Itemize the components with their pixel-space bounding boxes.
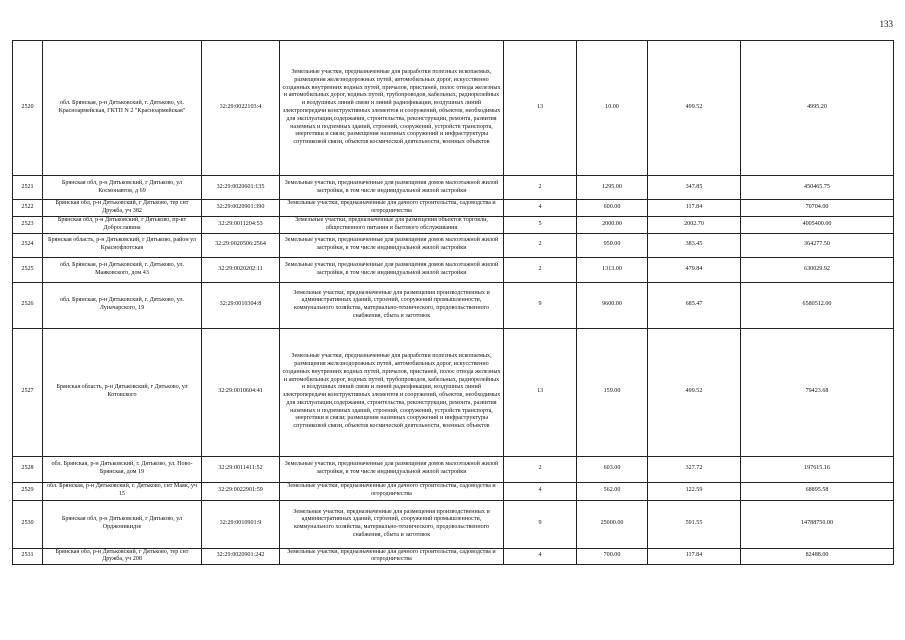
specific-value-cell: 591.55 <box>648 500 741 548</box>
table-row <box>13 548 894 565</box>
cadastral-value-cell: 364277.50 <box>741 233 894 257</box>
use-group-cell: 13 <box>504 328 577 456</box>
table-row <box>13 176 894 200</box>
address-cell: обл. Брянская, р-н Дятьковский, г. Дятьково, ул. Красноармейская, ГКТП N 2 "Красноармейская" <box>43 41 202 176</box>
cadastral-number-cell: 32:29:0020506:2564 <box>202 233 280 257</box>
permitted-use-cell: Земельные участки, предназначенные для размещения производственных и административных зданий, строений, сооружений промышленности, коммунального хозяйства, материально-технического, продовольственного снабжения, сбыта и заготовок <box>280 282 504 328</box>
cadastral-number-cell: 32:29:0010604:41 <box>202 328 280 456</box>
area-cell: 950.00 <box>577 233 648 257</box>
row-number: 2531 <box>13 548 43 565</box>
address-cell: Брянская обл, р-н Дятьковский, г Дятьково, пр-кт Доброславина <box>43 217 202 234</box>
use-group-cell: 4 <box>504 482 577 500</box>
table-row <box>13 41 894 176</box>
address-cell: обл. Брянская, р-н Дятьковский, г. Дятьково, ул. Ново-Брянская, дом 19 <box>43 456 202 482</box>
address-cell: обл. Брянская, р-н Дятьковский, г. Дятьково, ул. Маяковского, дом 43 <box>43 257 202 282</box>
specific-value-cell: 383.45 <box>648 233 741 257</box>
permitted-use-cell: Земельные участки, предназначенные для дачного строительства, садоводства и огородничества <box>280 200 504 217</box>
cadastral-number-cell: 32:29:0020901:242 <box>202 548 280 565</box>
use-group-cell: 2 <box>504 233 577 257</box>
table-row <box>13 500 894 548</box>
register-table <box>12 40 894 565</box>
use-group-cell: 4 <box>504 548 577 565</box>
row-number: 2530 <box>13 500 43 548</box>
table-row <box>13 482 894 500</box>
cadastral-number-cell: 32:29:0020601:135 <box>202 176 280 200</box>
cadastral-value-cell: 4005400.00 <box>741 217 894 234</box>
area-cell: 600.00 <box>577 200 648 217</box>
area-cell: 25000.00 <box>577 500 648 548</box>
row-number: 2525 <box>13 257 43 282</box>
table-row <box>13 233 894 257</box>
address-cell: Брянская обл, р-н Дятьковский, г Дятьково, тер снт Дружба, уч 382 <box>43 200 202 217</box>
area-cell: 1313.00 <box>577 257 648 282</box>
cadastral-value-cell: 82488.00 <box>741 548 894 565</box>
address-cell: Брянская обл, р-н Дятьковский, г Дятьково, ул Космонавтов, д 69 <box>43 176 202 200</box>
use-group-cell: 13 <box>504 41 577 176</box>
row-number: 2520 <box>13 41 43 176</box>
table-row <box>13 456 894 482</box>
table-row <box>13 217 894 234</box>
area-cell: 1295.00 <box>577 176 648 200</box>
permitted-use-cell: Земельные участки, предназначенные для размещения объектов торговли, общественного питания и бытового обслуживания <box>280 217 504 234</box>
specific-value-cell: 499.52 <box>648 41 741 176</box>
use-group-cell: 2 <box>504 257 577 282</box>
address-cell: Брянская обл, р-н Дятьковский, г Дятьково, ул Орджоникидзе <box>43 500 202 548</box>
row-number: 2522 <box>13 200 43 217</box>
row-number: 2527 <box>13 328 43 456</box>
cadastral-number-cell: 32:29:0010901:9 <box>202 500 280 548</box>
cadastral-value-cell: 70704.00 <box>741 200 894 217</box>
row-number: 2528 <box>13 456 43 482</box>
use-group-cell: 2 <box>504 456 577 482</box>
permitted-use-cell: Земельные участки, предназначенные для размещения домов малоэтажной жилой застройки, в том числе индивидуальной жилой застройки <box>280 456 504 482</box>
permitted-use-cell: Земельные участки, предназначенные для дачного строительства, садоводства и огородничества <box>280 482 504 500</box>
use-group-cell: 2 <box>504 176 577 200</box>
row-number: 2529 <box>13 482 43 500</box>
specific-value-cell: 2002.70 <box>648 217 741 234</box>
page-number: 133 <box>879 19 893 29</box>
permitted-use-cell: Земельные участки, предназначенные для разработки полезных ископаемых, размещения железнодорожных путей, автомобильных дорог, искусственно созданных внутренних водных путей, причалов, пристаней, полос отвода железных и автомобильных дорог, водных путей, трубопроводов, кабельных, радиорелейных и воздушных линий связи и линий радиофикации, воздушных линий электропередачи конструктивных элементов и сооружений, объектов, необходимых для эксплуатации,содержания, строительства, реконструкции, ремонта, развития наземных и подземных зданий, строений, сооружений, устройств транспорта, энергетики и связи; размещения наземных сооружений и инфраструктуры спутниковой связи, объектов космической деятельности, военных объектов <box>280 41 504 176</box>
use-group-cell: 9 <box>504 282 577 328</box>
register-body <box>13 41 894 565</box>
address-cell: Брянская область, р-н Дятьковский, г Дятьково, ул Котовского <box>43 328 202 456</box>
area-cell: 159.00 <box>577 328 648 456</box>
cadastral-number-cell: 32:29:0011204:53 <box>202 217 280 234</box>
cadastral-number-cell: 32:29:0020901:390 <box>202 200 280 217</box>
cadastral-value-cell: 450465.75 <box>741 176 894 200</box>
permitted-use-cell: Земельные участки, предназначенные для дачного строительства, садоводства и огородничества <box>280 548 504 565</box>
row-number: 2526 <box>13 282 43 328</box>
cadastral-number-cell: 32:29:0011411:52 <box>202 456 280 482</box>
specific-value-cell: 499.52 <box>648 328 741 456</box>
permitted-use-cell: Земельные участки, предназначенные для размещения домов малоэтажной жилой застройки, в том числе индивидуальной жилой застройки <box>280 257 504 282</box>
row-number: 2524 <box>13 233 43 257</box>
area-cell: 9600.00 <box>577 282 648 328</box>
use-group-cell: 4 <box>504 200 577 217</box>
specific-value-cell: 327.72 <box>648 456 741 482</box>
address-cell: обл. Брянская, р-н Дятьковский, г. Дятьково, ул. Луначарского, 19 <box>43 282 202 328</box>
cadastral-number-cell: 32:29:0022901:59 <box>202 482 280 500</box>
area-cell: 603.00 <box>577 456 648 482</box>
specific-value-cell: 685.47 <box>648 282 741 328</box>
use-group-cell: 9 <box>504 500 577 548</box>
area-cell: 700.00 <box>577 548 648 565</box>
row-number: 2521 <box>13 176 43 200</box>
cadastral-value-cell: 6580512.00 <box>741 282 894 328</box>
area-cell: 2000.00 <box>577 217 648 234</box>
specific-value-cell: 117.84 <box>648 200 741 217</box>
cadastral-value-cell: 79423.68 <box>741 328 894 456</box>
specific-value-cell: 122.59 <box>648 482 741 500</box>
address-cell: Брянская область, р-н Дятьковский, г Дятьково, район ул Краснофлотская <box>43 233 202 257</box>
specific-value-cell: 479.84 <box>648 257 741 282</box>
permitted-use-cell: Земельные участки, предназначенные для размещения домов малоэтажной жилой застройки, в том числе индивидуальной жилой застройки <box>280 176 504 200</box>
row-number: 2523 <box>13 217 43 234</box>
cadastral-number-cell: 32:29:0020202:11 <box>202 257 280 282</box>
cadastral-value-cell: 68895.58 <box>741 482 894 500</box>
permitted-use-cell: Земельные участки, предназначенные для разработки полезных ископаемых, размещения железнодорожных путей, автомобильных дорог, искусственно созданных внутренних водных путей, причалов, пристаней, полос отвода железных и автомобильных дорог, водных путей, трубопроводов, кабельных, радиорелейных и воздушных линий связи и линий радиофикации, воздушных линий электропередачи конструктивных элементов и сооружений, объектов, необходимых для эксплуатации,содержания, строительства, реконструкции, ремонта, развития наземных и подземных зданий, строений, сооружений, устройств транспорта, энергетики и связи; размещения наземных сооружений и инфраструктуры спутниковой связи, объектов космической деятельности, военных объектов <box>280 328 504 456</box>
cadastral-value-cell: 197615.16 <box>741 456 894 482</box>
table-row <box>13 200 894 217</box>
specific-value-cell: 347.85 <box>648 176 741 200</box>
address-cell: обл. Брянская, р-н Дятьковский, г. Дятьково, снт Маяк, уч 15 <box>43 482 202 500</box>
specific-value-cell: 117.84 <box>648 548 741 565</box>
use-group-cell: 5 <box>504 217 577 234</box>
cadastral-number-cell: 32:29:0022103:4 <box>202 41 280 176</box>
permitted-use-cell: Земельные участки, предназначенные для размещения производственных и административных зданий, строений, сооружений промышленности, коммунального хозяйства, материально-технического, продовольственного снабжения, сбыта и заготовок <box>280 500 504 548</box>
area-cell: 10.00 <box>577 41 648 176</box>
cadastral-value-cell: 630029.92 <box>741 257 894 282</box>
cadastral-number-cell: 32:29:0010304:8 <box>202 282 280 328</box>
address-cell: Брянская обл, р-н Дятьковский, г Дятьково, тер снт Дружба, уч 208 <box>43 548 202 565</box>
area-cell: 562.00 <box>577 482 648 500</box>
table-row <box>13 257 894 282</box>
cadastral-value-cell: 14788750.00 <box>741 500 894 548</box>
permitted-use-cell: Земельные участки, предназначенные для размещения домов малоэтажной жилой застройки, в том числе индивидуальной жилой застройки <box>280 233 504 257</box>
table-row <box>13 328 894 456</box>
table-row <box>13 282 894 328</box>
cadastral-value-cell: 4995.20 <box>741 41 894 176</box>
